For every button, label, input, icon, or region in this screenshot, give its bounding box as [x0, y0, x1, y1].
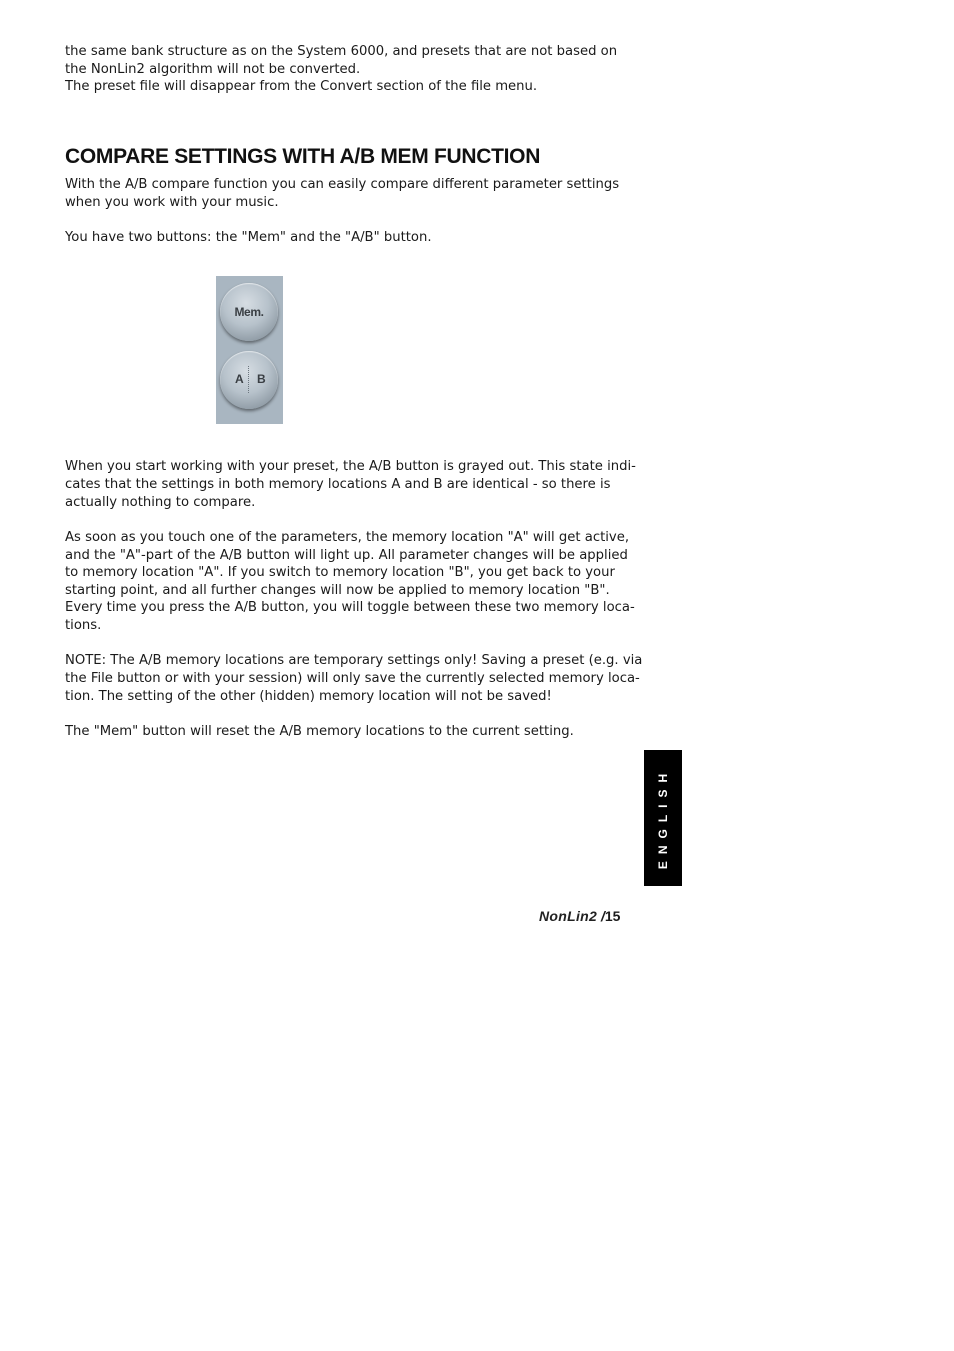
para5-line-2: the File button or with your session) will only save the currently selected memory loca- [65, 671, 640, 686]
ab-button[interactable] [220, 351, 278, 409]
para2-line-1: You have two buttons: the "Mem" and the "A/B" button. [65, 230, 432, 245]
intro-line-2: the NonLin2 algorithm will not be converted. [65, 62, 361, 77]
section-heading: COMPARE SETTINGS WITH A/B MEM FUNCTION [65, 145, 541, 168]
ab-mem-button-panel [216, 276, 283, 424]
intro-line-3: The preset file will disappear from the Convert section of the file menu. [65, 79, 538, 94]
para4-line-2: and the "A"-part of the A/B button will light up. All parameter changes will be applied [65, 548, 628, 563]
para4-line-5: Every time you press the A/B button, you will toggle between these two memory loca- [65, 600, 635, 615]
ab-divider [248, 366, 249, 393]
mem-button-label: Mem. [234, 305, 264, 319]
para4-line-6: tions. [65, 618, 102, 633]
ab-button-b-label: B [257, 372, 266, 386]
para3-line-3: actually nothing to compare. [65, 495, 256, 510]
mem-button[interactable] [220, 283, 278, 341]
para1-line-1: With the A/B compare function you can easily compare different parameter settings [65, 177, 620, 192]
para5-line-3: tion. The setting of the other (hidden) memory location will not be saved! [65, 689, 552, 704]
para4-line-4: starting point, and all further changes will now be applied to memory location "B". [65, 583, 610, 598]
language-tab [644, 750, 682, 886]
para3-line-2: cates that the settings in both memory locations A and B are identical - so there is [65, 477, 611, 492]
para4-line-1: As soon as you touch one of the parameters, the memory location "A" will get active, [65, 530, 630, 545]
para3-line-1: When you start working with your preset, the A/B button is grayed out. This state indi- [65, 459, 636, 474]
para1-line-2: when you work with your music. [65, 195, 279, 210]
footer-product-name: NonLin2 [539, 908, 598, 924]
intro-line-1: the same bank structure as on the System 6000, and presets that are not based on [65, 44, 618, 59]
page-footer [539, 908, 620, 924]
footer-separator: / [600, 908, 605, 924]
para6-line-1: The "Mem" button will reset the A/B memory locations to the current setting. [65, 724, 574, 739]
ab-button-a-label: A [235, 372, 244, 386]
footer-page-number: 15 [604, 908, 621, 924]
language-tab-label: ENGLISH [656, 766, 670, 870]
para4-line-3: to memory location "A". If you switch to memory location "B", you get back to your [65, 565, 615, 580]
para5-line-1: NOTE: The A/B memory locations are temporary settings only! Saving a preset (e.g. via [65, 653, 643, 668]
